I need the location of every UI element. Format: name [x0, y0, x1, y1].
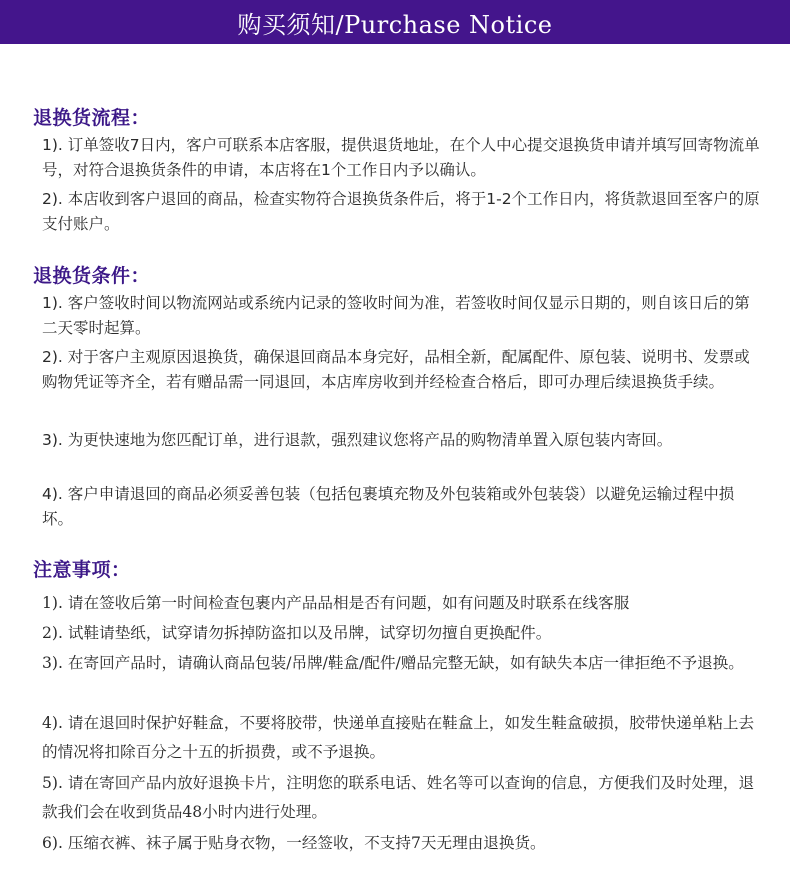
- notes-item-2: 2). 试鞋请垫纸，试穿请勿拆掉防盗扣以及吊牌，试穿切勿擅自更换配件。: [42, 624, 552, 642]
- notes-item-5: 5). 请在寄回产品内放好退换卡片，注明您的联系电话、姓名等可以查询的信息，方便我们及时处理，退款我们会在收到货品48小时内进行处理。: [42, 774, 755, 821]
- section-title-return-conditions: 退换货条件：: [33, 265, 151, 287]
- return-conditions-item-3: 3). 为更快速地为您匹配订单，进行退款，强烈建议您将产品的购物清单置入原包装内寄回。: [42, 431, 673, 449]
- return-process-item-1: 1). 订单签收7日内，客户可联系本店客服，提供退货地址，在个人中心提交退换货申请并填写回寄物流单号，对符合退换货条件的申请，本店将在1个工作日内予以确认。: [42, 136, 760, 179]
- return-conditions-item-2: 2). 对于客户主观原因退换货，确保退回商品本身完好，品相全新，配属配件、原包装、说明书、发票或购物凭证等齐全，若有赠品需一同退回，本店库房收到并经检查合格后，即可办理后续退换货手续。: [42, 348, 750, 391]
- notes-item-4: 4). 请在退回时保护好鞋盒，不要将胶带，快递单直接贴在鞋盒上，如发生鞋盒破损，胶带快递单粘上去的情况将扣除百分之十五的折损费，或不予退换。: [42, 714, 755, 761]
- section-title-notes: 注意事项：: [33, 559, 131, 581]
- notes-item-3: 3). 在寄回产品时，请确认商品包装/吊牌/鞋盒/配件/赠品完整无缺，如有缺失本店一律拒绝不予退换。: [42, 654, 744, 672]
- notes-item-1: 1). 请在签收后第一时间检查包裹内产品品相是否有问题，如有问题及时联系在线客服: [42, 594, 630, 612]
- section-title-return-process: 退换货流程：: [33, 107, 151, 129]
- notes-item-6: 6). 压缩衣裤、袜子属于贴身衣物，一经签收，不支持7天无理由退换货。: [42, 834, 546, 852]
- header-banner: [0, 0, 790, 44]
- return-process-item-2: 2). 本店收到客户退回的商品，检查实物符合退换货条件后，将于1-2个工作日内，将货款退回至客户的原支付账户。: [42, 190, 760, 233]
- return-conditions-item-1: 1). 客户签收时间以物流网站或系统内记录的签收时间为准，若签收时间仅显示日期的，则自该日后的第二天零时起算。: [42, 294, 750, 337]
- page-title: 购买须知/Purchase Notice: [237, 10, 553, 39]
- return-conditions-item-4: 4). 客户申请退回的商品必须妥善包装（包括包裹填充物及外包装箱或外包装袋）以避免运输过程中损坏。: [42, 485, 735, 528]
